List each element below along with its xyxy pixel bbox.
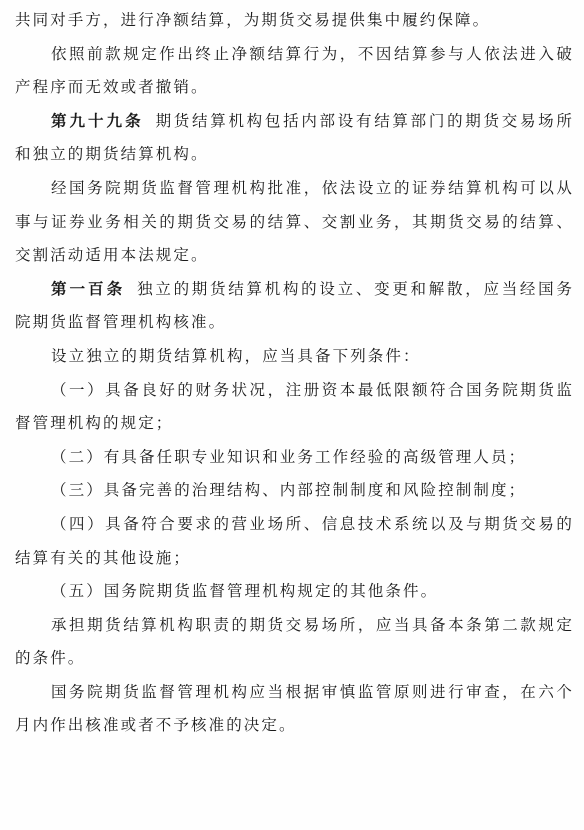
paragraph-text: （四）具备符合要求的营业场所、信息技术系统以及与期货交易的结算有关的其他设施； [15, 514, 574, 567]
condition-item-1 [15, 374, 574, 441]
paragraph-text: 国务院期货监督管理机构应当根据审慎监管原则进行审查，在六个月内作出核准或者不予核准的决定。 [15, 682, 574, 735]
condition-item-5 [15, 575, 574, 609]
article-100-paragraph [15, 273, 574, 340]
paragraph-text: （五）国务院期货监督管理机构规定的其他条件。 [51, 582, 439, 601]
paragraph-text: 设立独立的期货结算机构，应当具备下列条件： [51, 346, 421, 365]
paragraph-text: 期货结算机构包括内部设有结算部门的期货交易场所和独立的期货结算机构。 [15, 111, 574, 164]
paragraph-text: （二）有具备任职专业知识和业务工作经验的高级管理人员； [51, 447, 527, 466]
condition-item-2 [15, 441, 574, 475]
paragraph-text: 经国务院期货监督管理机构批准，依法设立的证券结算机构可以从事与证券业务相关的期货交易的结算、交割业务，其期货交易的结算、交割活动适用本法规定。 [15, 178, 574, 265]
paragraph-text: 承担期货结算机构职责的期货交易场所，应当具备本条第二款规定的条件。 [15, 615, 574, 668]
article-heading: 第九十九条 [51, 111, 144, 130]
article-heading: 第一百条 [51, 279, 126, 298]
paragraph-termination-netting [15, 38, 574, 105]
condition-item-4 [15, 508, 574, 575]
paragraph-continuation [15, 4, 574, 38]
paragraph-text: （三）具备完善的治理结构、内部控制制度和风险控制制度； [51, 481, 527, 500]
paragraph-exchange-requirements [15, 609, 574, 676]
paragraph-text: 共同对手方，进行净额结算，为期货交易提供集中履约保障。 [15, 11, 491, 29]
paragraph-review-decision [15, 676, 574, 743]
paragraph-conditions-intro [15, 340, 574, 374]
paragraph-text: （一）具备良好的财务状况，注册资本最低限额符合国务院期货监督管理机构的规定； [15, 380, 574, 433]
condition-item-3 [15, 474, 574, 508]
paragraph-securities-clearing [15, 172, 574, 273]
paragraph-text: 独立的期货结算机构的设立、变更和解散，应当经国务院期货监督管理机构核准。 [15, 279, 574, 332]
paragraph-text: 依照前款规定作出终止净额结算行为，不因结算参与人依法进入破产程序而无效或者撤销。 [15, 44, 574, 97]
article-99-paragraph [15, 105, 574, 172]
